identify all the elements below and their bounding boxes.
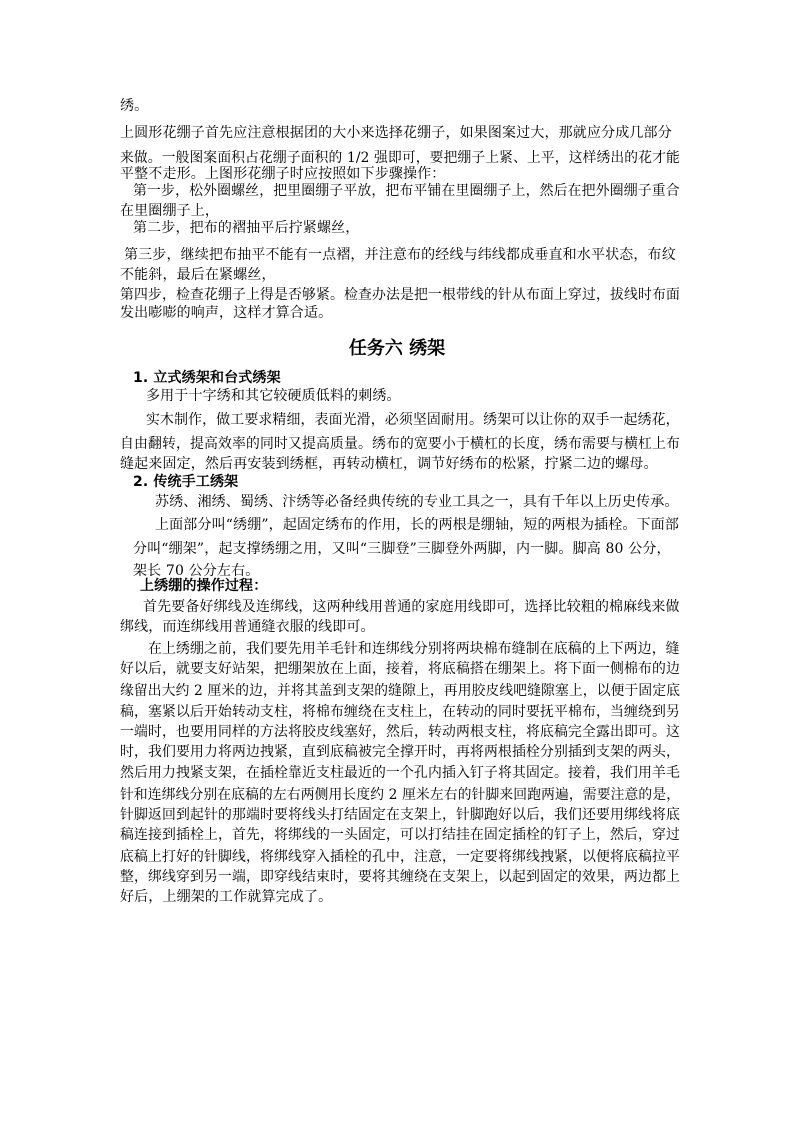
text-line: 第三步，继续把布抽平不能有一点褶，并注意布的经线与纬线都成垂直和水平状态，布纹 — [124, 247, 676, 263]
text-line: 绣。 — [120, 98, 149, 114]
text-line: 针脚返回到起针的那端时要将线头打结固定在支架上，针脚跑好以后，我们还要用绑线将底 — [120, 807, 681, 823]
text-line: 稿连接到插栓上，首先，将绑线的一头固定，可以打结挂在固定插栓的钉子上，然后，穿过 — [120, 827, 681, 843]
text-line: 缝起来固定，然后再安装到绣框，再转动横杠，调节好绣布的松紧，拧紧二边的螺母。 — [120, 456, 658, 472]
text-line: 绑线，而连绑线用普通缝衣服的线即可。 — [120, 619, 375, 635]
text-line: 首先要备好绑线及连绑线，这两种线用普通的家庭用线即可，选择比较粗的棉麻线来做 — [143, 599, 680, 615]
text-line: 第二步，把布的褶抽平后拧紧螺丝， — [133, 220, 360, 236]
text-line: 第一步，松外圈螺丝，把里圈绷子平放，把布平铺在里圈绷子上，然后在把外圈绷子重合 — [133, 183, 680, 199]
text-line: 第四步，检查花绷子上得是否够紧。检查办法是把一根带线的针从布面上穿过，拔线时布面 — [120, 287, 681, 303]
text-line: 一端时，也要用同样的方法将胶皮线塞好，然后，转动两根支柱，将底稿完全露出即可。这 — [120, 724, 681, 740]
text-line: 时，我们要用力将两边拽紧，直到底稿被完全撑开时，再将两根插栓分别插到支架的两头， — [120, 744, 681, 760]
text-line: 平整不走形。上图形花绷子时应按照如下步骤操作： — [120, 166, 446, 182]
subheading: 上绣绷的操作过程： — [140, 578, 268, 594]
text-line: 实木制作，做工要求精细，表面光滑，必须坚固耐用。绣架可以让你的双手一起绣花， — [146, 412, 680, 428]
text-line: 发出嘭嘭的响声，这样才算合适。 — [120, 305, 333, 321]
text-line: 不能斜，最后在紧螺丝， — [120, 267, 276, 283]
text-line: 架长 70 公分左右。 — [133, 563, 260, 579]
text-line: 自由翻转，提高效率的同时又提高质量。绣布的宽要小于横杠的长度，绣布需要与横杠上布 — [120, 436, 681, 452]
section-title: 任务六 绣架 — [348, 338, 446, 359]
text-line: 上面部分叫“绣绷”，起固定绣布的作用，长的两根是绷轴，短的两根为插栓。下面部 — [155, 517, 680, 533]
text-line: 整，绑线穿到另一端，即穿线结束时，要将其缠绕在支架上，以起到固定的效果，两边都上 — [120, 869, 681, 885]
text-line: 缘留出大约 2 厘米的边，并将其盖到支架的缝隙上，再用胶皮线吧缝隙塞上，以便于固定底 — [120, 683, 681, 699]
text-line: 针和连绑线分别在底稿的左右两侧用长度约 2 厘米左右的针脚来回跑两遍，需要注意的是， — [120, 787, 681, 803]
subheading: 2. 传统手工绣架 — [133, 474, 239, 490]
subheading: 1. 立式绣架和台式绣架 — [133, 370, 281, 386]
text-line: 多用于十字绣和其它较硬质低料的刺绣。 — [146, 388, 401, 404]
text-line: 好以后，就要支好站架，把绷架放在上面，接着，将底稿搭在绷架上。将下面一侧棉布的边 — [120, 661, 681, 677]
text-line: 在里圈绷子上， — [120, 203, 220, 219]
text-line: 上圆形花绷子首先应注意根据团的大小来选择花绷子，如果图案过大，那就应分成几部分 — [120, 125, 672, 141]
text-line: 底稿上打好的针脚线，将绑线穿入插栓的孔中，注意，一定要将绑线拽紧，以便将底稿拉平 — [120, 849, 681, 865]
text-line: 苏绣、湘绣、蜀绣、汴绣等必备经典传统的专业工具之一，具有千年以上历史传承。 — [155, 494, 679, 510]
text-line: 分叫“绷架”，起支撑绣绷之用，又叫“三脚登”三脚登外两脚，内一脚。脚高 80 公分， — [133, 541, 671, 557]
text-line: 好后，上绷架的工作就算完成了。 — [120, 889, 333, 905]
text-line: 然后用力拽紧支架，在插栓靠近支柱最近的一个孔内插入钉子将其固定。接着，我们用羊毛 — [120, 765, 681, 781]
text-line: 在上绣绷之前，我们要先用羊毛针和连绑线分别将两块棉布缝制在底稿的上下两边，缝 — [148, 641, 680, 657]
text-line: 稿，塞紧以后开始转动支柱，将棉布缠绕在支柱上，在转动的同时要抚平棉布，当缠绕到另 — [120, 704, 681, 720]
text-line: 来做。一般图案面积占花绷子面积的 1/2 强即可，要把绷子上紧、上平，这样绣出的花才能 — [120, 150, 680, 166]
